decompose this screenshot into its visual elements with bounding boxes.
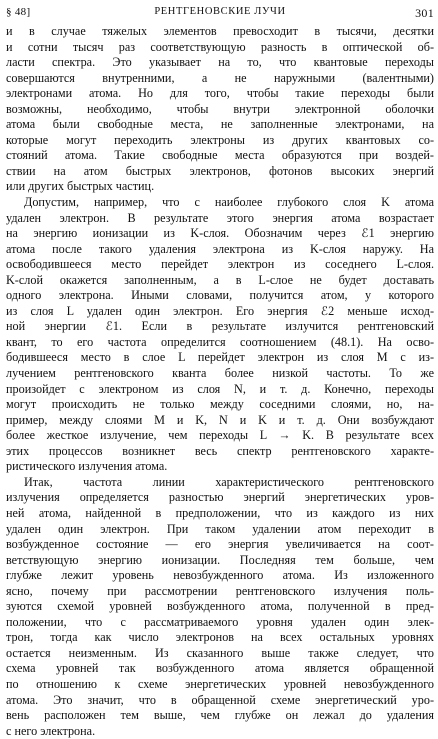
text-line: трон, тогда как число электронов на всех остальных уровнях xyxy=(6,630,434,645)
text-line: вень расположен тем выше, чем глубже он лежал до удаления xyxy=(6,708,434,723)
text-line: возможны, необходимо, чтобы внутри электронной оболочки xyxy=(6,101,434,116)
text-line: на энергию ионизации из K-слоя. Обозначим через ℰ1 энергию xyxy=(6,226,434,241)
text-line: которые могут переходить электроны из других квантовых со- xyxy=(6,132,434,147)
text-line: электронами атома. Но для того, чтобы такие переходы были xyxy=(6,86,434,101)
text-line: и в случае тяжелых элементов превосходит в тысячи, десятки xyxy=(6,24,434,38)
text-line: удален электрон. В результате этого энергия атома возрастает xyxy=(6,210,434,225)
chapter-title: РЕНТГЕНОВСКИЕ ЛУЧИ xyxy=(154,6,286,17)
text-line: стояний атома. Такие свободные места образуются при воздей- xyxy=(6,148,434,163)
text-line: более жесткое излучение, чем переходы L → K. В результате всех xyxy=(6,428,434,443)
text-line: зуются схемой уровней возбужденного атома, полученной в пред- xyxy=(6,599,434,614)
text-line: атома были свободные места, не заполненные электронами, на xyxy=(6,117,434,132)
book-page xyxy=(6,4,434,738)
text-line: ствии на атом быстрых электронов, фотонов высоких энергий xyxy=(6,163,434,178)
text-line: ласти спектра. Это указывает на то, что квантовые переходы xyxy=(6,55,434,70)
text-line: ветствующую энергию ионизации. Последняя тем больше, чем xyxy=(6,552,434,567)
text-line: могут происходить не только между соседними слоями, но, на- xyxy=(6,397,434,412)
page-number: 301 xyxy=(415,6,434,20)
text-line: из слоя L удален один электрон. Его энергия ℰ2 меньше исход- xyxy=(6,303,434,318)
text-line: положении, что с рассматриваемого уровня удален один элек- xyxy=(6,614,434,629)
text-line: остается неизменным. Из сказанного выше также следует, что xyxy=(6,645,434,660)
text-line: квант, то его частота определится соотношением (48.1). На осво- xyxy=(6,334,434,349)
text-line: Допустим, например, что с наиболее глубокого слоя K атома xyxy=(24,195,434,210)
text-line: глубже лежит уровень невозбужденного атома. Из изложенного xyxy=(6,568,434,583)
text-line: удален один электрон. При таком удалении атом переходит в xyxy=(6,521,434,536)
text-line: и сотни тысяч раз соответствующую разность в оптической об- xyxy=(6,39,434,54)
text-line: совершаются внутренними, а не наружными (валентными) xyxy=(6,70,434,85)
text-line: схема уровней так возбужденного атома является обращенной xyxy=(6,661,434,676)
text-line: освободившееся место перейдет электрон из соседнего L-слоя. xyxy=(6,257,434,272)
text-line: атома. Это значит, что в обращенной схеме энергетический уро- xyxy=(6,692,434,707)
text-line: произойдет с электроном из слоя N, и т. д. Конечно, переходы xyxy=(6,381,434,396)
text-line: пример, между слоями M и K, N и K и т. д. Они возбуждают xyxy=(6,412,434,427)
paragraph xyxy=(6,475,434,739)
running-header xyxy=(6,4,434,24)
text-line: этих процессов возникнет весь спектр рентгеновского характе- xyxy=(6,443,434,458)
text-line: лучением рентгеновского кванта более низкой частоты. То же xyxy=(6,366,434,381)
section-reference: § 48] xyxy=(6,6,31,18)
text-line: одного электрона. Иными словами, получится атом, у которого xyxy=(6,288,434,303)
paragraph xyxy=(6,24,434,195)
text-line: атома после такого удаления электрона из K-слоя наружу. На xyxy=(6,241,434,256)
text-line: с него электрона. xyxy=(6,723,96,738)
text-line: бодившееся место в слое L перейдет электрон из слоя M с из- xyxy=(6,350,434,365)
text-line: ней атома, найденной в предположении, что из каждого из них xyxy=(6,505,434,520)
body-text xyxy=(6,24,434,739)
paragraph xyxy=(6,195,434,475)
text-line: возбужденное состояние — его энергия увеличивается на соот- xyxy=(6,537,434,552)
text-line: по отношению к схеме энергетических уровней невозбужденного xyxy=(6,676,434,691)
text-line: K-слой окажется заполненным, а в L-слое не будет доставать xyxy=(6,272,434,287)
text-line: излучения определяется разностью энергий энергетических уров- xyxy=(6,490,434,505)
text-line: ясно, почему при рассмотрении рентгеновского излучения поль- xyxy=(6,583,434,598)
text-line: или других быстрых частиц. xyxy=(6,179,155,194)
text-line: ристического излучения атома. xyxy=(6,459,168,474)
text-line: Итак, частота линии характеристического рентгеновского xyxy=(24,474,434,489)
text-line: ной энергии ℰ1. Если в результате излучится рентгеновский xyxy=(6,319,434,334)
